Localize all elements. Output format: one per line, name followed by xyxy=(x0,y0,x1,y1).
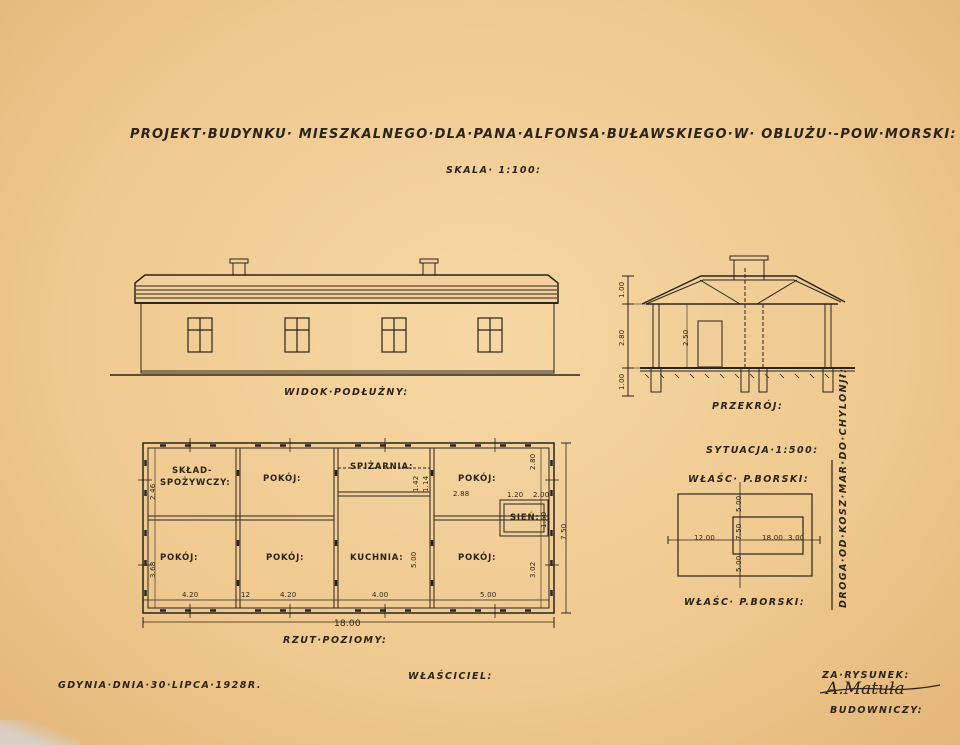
room-label-pokoj-lower-left: POKÓJ: xyxy=(160,553,199,563)
plan-dim-420-b: 4.20 xyxy=(280,591,297,599)
plan-caption: RZUT·POZIOMY: xyxy=(283,635,388,646)
plan-dim-total-length: 18.00 xyxy=(334,619,361,629)
plan-dim-total-width: 7.50 xyxy=(560,523,568,540)
plan-dim-420-a: 4.20 xyxy=(182,591,199,599)
plan-dim-sklad-depth: 2.46 xyxy=(149,483,157,500)
site-caption: SYTUACJA·1:500: xyxy=(706,445,819,456)
room-label-sien: SIEŃ: xyxy=(510,513,540,523)
drawn-by-label: ZA·RYSUNEK: xyxy=(822,670,910,681)
plan-dim-sien-small: 1.20 xyxy=(507,491,524,499)
room-label-kuchnia: KUCHNIA: xyxy=(350,553,404,563)
room-label-pokoj-lower-mid: POKÓJ: xyxy=(266,553,305,563)
plan-dim-wall-12: 12 xyxy=(241,591,251,599)
site-dim-left: 12.00 xyxy=(694,534,716,542)
plan-dim-lower-left-depth: 3.68 xyxy=(149,561,157,578)
plan-dim-sien-depth: 1.60 xyxy=(540,511,548,528)
drawing-title: PROJEKT·BUDYNKU· MIESZKALNEGO·DLA·PANA·ALFONSA·BUŁAWSKIEGO·W· OBLUŻU·-POW·MORSKI: xyxy=(130,127,957,142)
section-dim-interior: 2.50 xyxy=(682,329,690,346)
section-dim-wall: 2.80 xyxy=(618,329,626,346)
site-owner-bottom: WŁAŚC· P.BORSKI: xyxy=(684,597,806,608)
section-caption: PRZEKRÓJ: xyxy=(712,401,784,412)
scale-label: SKALA· 1:100: xyxy=(446,165,542,176)
plan-dim-500-width: 5.00 xyxy=(480,591,497,599)
site-dim-house: 18.00 xyxy=(762,534,784,542)
builder-label: BUDOWNICZY: xyxy=(830,705,924,716)
section-drawing xyxy=(622,256,855,396)
room-label-pokoj-upper-mid: POKÓJ: xyxy=(263,474,302,484)
section-dim-roof: 1.00 xyxy=(618,281,626,298)
room-label-pokoj-lower-right: POKÓJ: xyxy=(458,553,497,563)
plan-dim-spiz-depth-a: 1.42 xyxy=(412,475,420,492)
plan-dim-lower-right-depth: 3.02 xyxy=(529,561,537,578)
room-label-sklad-2: SPOŻYWCZY: xyxy=(160,478,231,488)
plan-dim-spiz-depth-b: 1.14 xyxy=(422,475,430,492)
plan-dim-sien-width: 2.00 xyxy=(533,491,550,499)
plan-dim-kitchen-depth: 5.00 xyxy=(410,551,418,568)
torn-paper-edge xyxy=(0,720,80,745)
plan-dim-upper-depth: 2.80 xyxy=(529,453,537,470)
elevation-drawing xyxy=(110,259,580,375)
room-label-spizarnia: SPIŻARNIA: xyxy=(350,462,414,472)
plan-dim-400: 4.00 xyxy=(372,591,389,599)
site-road-label: DROGA·OD·KOSZ·MAR·DO·CHYLONJI: xyxy=(838,367,849,608)
site-dim-bottom: 5.00 xyxy=(735,555,743,572)
room-label-pokoj-upper-right: POKÓJ: xyxy=(458,474,497,484)
plan-dim-upper-right-width: 2.88 xyxy=(453,490,470,498)
place-date: GDYNIA·DNIA·30·LIPCA·1928R. xyxy=(58,680,262,691)
signature: A.Matuła xyxy=(826,679,905,699)
elevation-caption: WIDOK·PODŁUŻNY: xyxy=(284,387,409,398)
site-owner-top: WŁAŚC· P.BORSKI: xyxy=(688,474,810,485)
room-label-sklad-1: SKŁAD- xyxy=(172,466,213,476)
section-dim-foundation: 1.00 xyxy=(618,373,626,390)
site-dim-mid: 7.50 xyxy=(735,523,743,540)
site-dim-top: 5.00 xyxy=(735,495,743,512)
site-dim-right: 3.00 xyxy=(788,534,805,542)
owner-label: WŁAŚCICIEL: xyxy=(408,671,493,682)
